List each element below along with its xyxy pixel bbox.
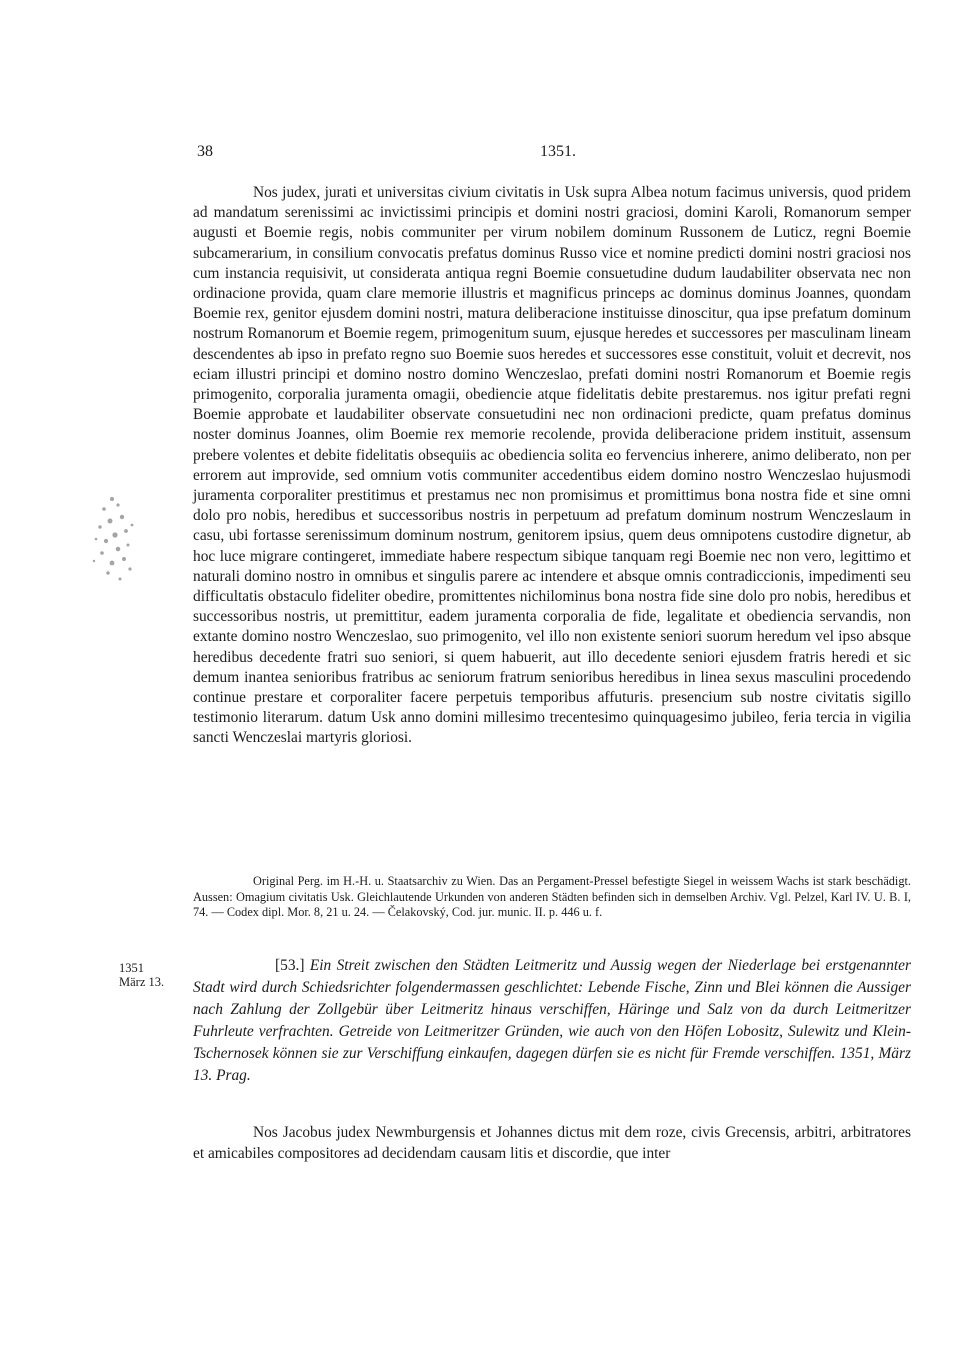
second-document-start <box>193 1122 911 1164</box>
regest-number: [53.] <box>275 957 305 974</box>
margin-date-note <box>119 961 164 989</box>
margin-year: 1351 <box>119 961 144 975</box>
stamp-mark-icon <box>82 485 140 595</box>
document-body <box>193 183 911 749</box>
page-year: 1351. <box>540 143 576 160</box>
second-document-text: Nos Jacobus judex Newmburgensis et Johannes dictus mit dem roze, civis Grecensis, arbitri, arbitratores et amicabiles compositores ad decidendam causam litis et discordie, que inter <box>193 1124 911 1162</box>
source-footnote <box>193 874 911 921</box>
footnote-text: Original Perg. im H.-H. u. Staatsarchiv zu Wien. Das an Pergament-Pressel befestigte Siegel in weissem Wachs ist stark beschädigt. Aussen: Omagium civitatis Usk. Gleichlautende Urkunden von anderen Städten befinden sich in demselben Archiv. Vgl. Pelzel, Karl IV. U. B. I, 74. — Codex dipl. Mor. 8, 21 u. 24. — Čelakovský, Cod. jur. munic. II. p. 446 u. f. <box>193 874 911 920</box>
regest-paragraph <box>193 955 911 1087</box>
document-paragraph: Nos judex, jurati et universitas civium civitatis in Usk supra Albea notum facimus universis, quod pridem ad mandatum serenissimi ac invictissimi principis et domini nostri graciosi, domini Karoli, Romanorum semper augusti et Boemie regis, nobis communiter per virum nobilem dominum Russonem de Luticz, regni Boemie subcamerarium, in consilium convocatis prefatus dominus Russo vice et nomine predicti domini nostri graciosi nos cum instancia requisivit, ut considerata antiqua regni Boemie consuetudine dudum laudabiliter observata nec non ordinacione provida, quam clare memorie illustris et magnificus princeps ac dominus dominus Joannes, quondam Boemie rex, genitor ejusdem domini nostri, matura deliberacione instituisse dinoscitur, qua ipse prefatum dominum nostrum Romanorum et Boemie regem, primogenitum suum, ejusque heredes et successores per masculinam lineam descendentes ab ipso in prefato regno suo Boemie suos heredes et successores esse constituit, voluit et decrevit, nos eciam illustri principi et domino nostro domino Wenczeslao, prefati domini nostri Romanorum et Boemie regis primogenito, corporalia juramenta omagii, obediencie atque fidelitatis debite prestaremus. nos igitur prefati regni Boemie approbate et laudabiliter observate consuetudini nec non ordinacioni predicte, quam prefatus dominus noster dominus Joannes, olim Boemie rex memorie recolende, provida deliberacione pridem instituit, assensum prebere volentes et debite fidelitatis obsequiis ac obediencia solita eo fervencius inherere, animo deliberato, non per errorem aut improvide, sed omnium votis communiter accedentibus eidem domino nostro Wenczeslao hujusmodi juramenta corporaliter prestitimus et prestamus nec non promisimus et promittimus bona nostra fide et sine omni dolo pro nobis, heredibus et successoribus nostris in perpetuum ad prefatum dominum nostrum Wenczeslaum in casu, ubi fortasse serenissimum dominum nostrum, genitorem ipsius, quem deus omnipotens custodire dignetur, ab hoc luce migrare contingeret, immediate habere respectum sibique tanquam regi Boemie nec non vero, legittimo et naturali domino nostro in omnibus et singulis parere ac intendere et absque omnis contradiccionis, impedimenti seu difficultatis obstaculo fideliter obedire, promittentes nichilominus bona nostra fide sine dolo pro nobis, heredibus et successoribus nostris, ut premittitur, eadem juramenta corporalia de fide, legalitate et obediencia servandis, non extante domino nostro Wenczeslao, suo primogenito, vel illo non existente seniori suorum heredum vel ipso absque heredibus decedente fratri suo seniori, si quem habuerit, aut illo decedente seniori ejusdem fratris heredi et sic demum inantea senioribus fratribus ac seniorum fratrum senioribus heredibus in linea sexus masculini procedendo continue prestare et corporaliter facere perpetuis temporibus affuturis. presencium sub nostre civitatis sigillo testimonio literarum. datum Usk anno domini millesimo trecentesimo quinquagesimo jubileo, feria tercia in vigilia sancti Wenczeslai martyris gloriosi. <box>193 184 911 747</box>
margin-day: März 13. <box>119 975 165 989</box>
regest-summary <box>193 955 911 1087</box>
page-number: 38 <box>197 143 213 160</box>
regest-text: Ein Streit zwischen den Städten Leitmeritz und Aussig wegen der Niederlage bei erstgenannter Stadt wird durch Schiedsrichter folgendermassen geschlichtet: Lebende Fische, Zinn und Blei können die Aussiger nach Zahlung der Zollgebür über Leitmeritz hinaus verschiffen, Häringe und Salz von da durch Leitmeritzer Fuhrleute verfrachten. Getreide von Leitmeritzer Gründen, wie auch von den Höfen Lobositz, Sulewitz und Klein-Tschernosek können sie zur Verschiffung einkaufen, dagegen dürfen sie es nicht für Fremde verschiffen. 1351, März 13. Prag. <box>193 957 911 1084</box>
